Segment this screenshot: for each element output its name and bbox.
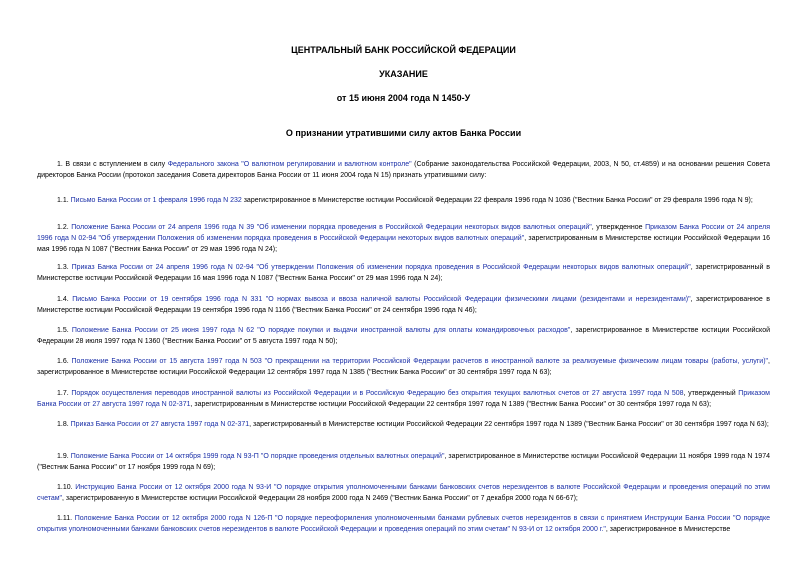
paragraph-text: , зарегистрированное в Министерстве юстиции Российской Федерации 19 сентября 1996 года N 1166 ("Вестник Банка России" от 24 сентября 1996 года N 46); — [37, 296, 770, 314]
paragraph-1-8 — [37, 419, 770, 430]
document-link[interactable]: Положение Банка России от 12 октября 2000 года N 126-П "О порядке переоформления уполномоченными банками рублевых счетов нерезидентов в связи с принятием Инструкции Банка России "О порядке открытия уполномоченными банками банковских счетов нерезидентов в валюте Российской Федерации и проведения операций по этим счетам" N 93-И от 12 октября 2000 г." — [37, 515, 770, 533]
document-link[interactable]: Инструкцию Банка России от 12 октября 2000 года N 93-И "О порядке открытия уполномоченными банками банковских счетов нерезидентов в валюте Российской Федерации и проведения операций по этим счетам" — [37, 484, 770, 502]
document-link[interactable]: Положение Банка России от 15 августа 1997 года N 503 "О прекращении на территории Российской Федерации расчетов в иностранной валюте за реализуемые физическим лицам товары (работы, услуги)" — [71, 358, 769, 365]
paragraph-text: (Собрание законодательства Российской Федерации, 2003, N 50, ст.4859) и на основании решения Совета директоров Банка России (протокол заседания Совета директоров Банка России от 11 июня 2004 года N 15) признать утратившими силу: — [37, 161, 771, 179]
paragraph-text: , зарегистрированное в Министерстве юстиции Российской Федерации 28 июля 1997 года N 1360 ("Вестник Банка России" от 5 августа 1997 года N 50); — [37, 327, 770, 345]
paragraph-text: , зарегистрированным в Министерстве юстиции Российской Федерации 16 мая 1996 года N 1087 ("Вестник Банка России" от 29 мая 1996 года N 24); — [37, 235, 771, 253]
date-number-heading: от 15 июня 2004 года N 1450-У — [336, 93, 471, 103]
paragraph-text: , зарегистрированный в Министерстве юстиции Российской Федерации 16 мая 1996 года N 1087 ("Вестник Банка России" от 29 мая 1996 года N 24); — [37, 264, 770, 282]
paragraph-text: 1.11. — [57, 515, 75, 522]
paragraph-1-5 — [37, 325, 770, 347]
paragraph-1-11 — [37, 513, 770, 535]
paragraph-text: , зарегистрированное в Министерстве — [605, 526, 731, 533]
paragraph-text: 1. В связи с вступлением в силу — [57, 161, 168, 168]
document-link[interactable]: Письмо Банка России от 19 сентября 1996 года N 331 "О нормах вывоза и ввоза наличной валюты Российской Федерации физическими лицами (резидентами и нерезидентами)" — [72, 296, 691, 303]
paragraph-1-3 — [37, 262, 770, 284]
document-link[interactable]: Положение Банка России от 24 апреля 1996 года N 39 "Об изменении порядка проведения в Российской Федерации некоторых видов валютных операций" — [71, 224, 592, 231]
document-title: О признании утратившими силу актов Банка России — [285, 128, 522, 138]
document-link[interactable]: Приказом Банка России от 27 августа 1997 года N 02-371 — [37, 390, 770, 408]
paragraph-text: , зарегистрированное в Министерстве юстиции Российской Федерации 11 ноября 1999 года N 1974 ("Вестник Банка России" от 17 ноября 1999 года N 69); — [37, 453, 770, 471]
paragraph-text: 1.6. — [57, 358, 72, 365]
paragraph-text: 1.7. — [57, 390, 72, 397]
document-link[interactable]: Приказ Банка России от 27 августа 1997 года N 02-371 — [70, 421, 250, 428]
paragraph-1-6 — [37, 356, 770, 378]
paragraph-text: 1.3. — [57, 264, 72, 271]
paragraph-text: , утвержденное — [591, 224, 646, 231]
document-link[interactable]: Положение Банка России от 14 октября 1999 года N 93-П "О порядке проведения отдельных валютных операций" — [70, 453, 445, 460]
paragraph-text: 1.2. — [57, 224, 72, 231]
paragraph-text: 1.4. — [57, 296, 73, 303]
paragraph-1-7 — [37, 388, 770, 410]
paragraph-text: , зарегистрированное в Министерстве юстиции Российской Федерации 12 сентября 1997 года N 1385 ("Вестник Банка России" от 30 сентября 1997 года N 63); — [37, 358, 770, 376]
paragraph-1-10 — [37, 482, 770, 504]
paragraph-text: зарегистрированное в Министерстве юстиции Российской Федерации 22 февраля 1996 года N 1036 ("Вестник Банка России" от 29 февраля 1996 года N 9); — [241, 197, 753, 204]
paragraph-text: 1.10. — [57, 484, 76, 491]
document-link[interactable]: Приказом Банка России от 24 апреля 1996 года N 02-94 "Об утверждении Положения об изменении порядка проведения в Российской Федерации некоторых видов валютных операций" — [37, 224, 770, 242]
org-heading: ЦЕНТРАЛЬНЫЙ БАНК РОССИЙСКОЙ ФЕДЕРАЦИИ — [291, 45, 516, 55]
paragraph-text: , зарегистрированную в Министерстве юстиции Российской Федерации 28 ноября 2000 года N 2469 ("Вестник Банка России" от 7 декабря 2000 года N 66-67); — [62, 495, 578, 502]
paragraph-1-9 — [37, 451, 770, 473]
paragraph-1 — [37, 159, 770, 181]
paragraph-1-4 — [37, 294, 770, 316]
document-link[interactable]: Приказ Банка России от 24 апреля 1996 года N 02-94 "Об утверждении Положения об изменении порядка проведения в Российской Федерации некоторых видов валютных операций" — [71, 264, 691, 271]
paragraph-1-1 — [37, 195, 770, 206]
paragraph-text: , зарегистрированным в Министерстве юстиции Российской Федерации 22 сентября 1997 года N 1389 ("Вестник Банка России" от 30 сентября 1997 года N 63); — [190, 401, 712, 408]
paragraph-text: 1.8. — [57, 421, 71, 428]
paragraph-text: 1.5. — [57, 327, 72, 334]
paragraph-text: 1.9. — [57, 453, 71, 460]
document-link[interactable]: Письмо Банка России от 1 февраля 1996 года N 232 — [70, 197, 242, 204]
law-link[interactable]: Федерального закона "О валютном регулировании и валютном контроле" — [167, 161, 412, 168]
paragraph-text: 1.1. — [57, 197, 71, 204]
document-link[interactable]: Порядок осуществления переводов иностранной валюты из Российской Федерации и в Российскую Федерацию без открытия текущих валютных счетов от 27 августа 1997 года N 508 — [71, 390, 684, 397]
paragraph-text: , утвержденный — [683, 390, 739, 397]
document-link[interactable]: Положение Банка России от 25 июня 1997 года N 62 "О порядке покупки и выдачи иностранной валюты для оплаты командировочных расходов" — [71, 327, 571, 334]
doc-type-heading: УКАЗАНИЕ — [379, 69, 428, 79]
paragraph-1-2 — [37, 222, 770, 255]
paragraph-text: , зарегистрированный в Министерстве юстиции Российской Федерации 22 сентября 1997 года N 1389 ("Вестник Банка России" от 30 сентября 1997 года N 63); — [249, 421, 769, 428]
